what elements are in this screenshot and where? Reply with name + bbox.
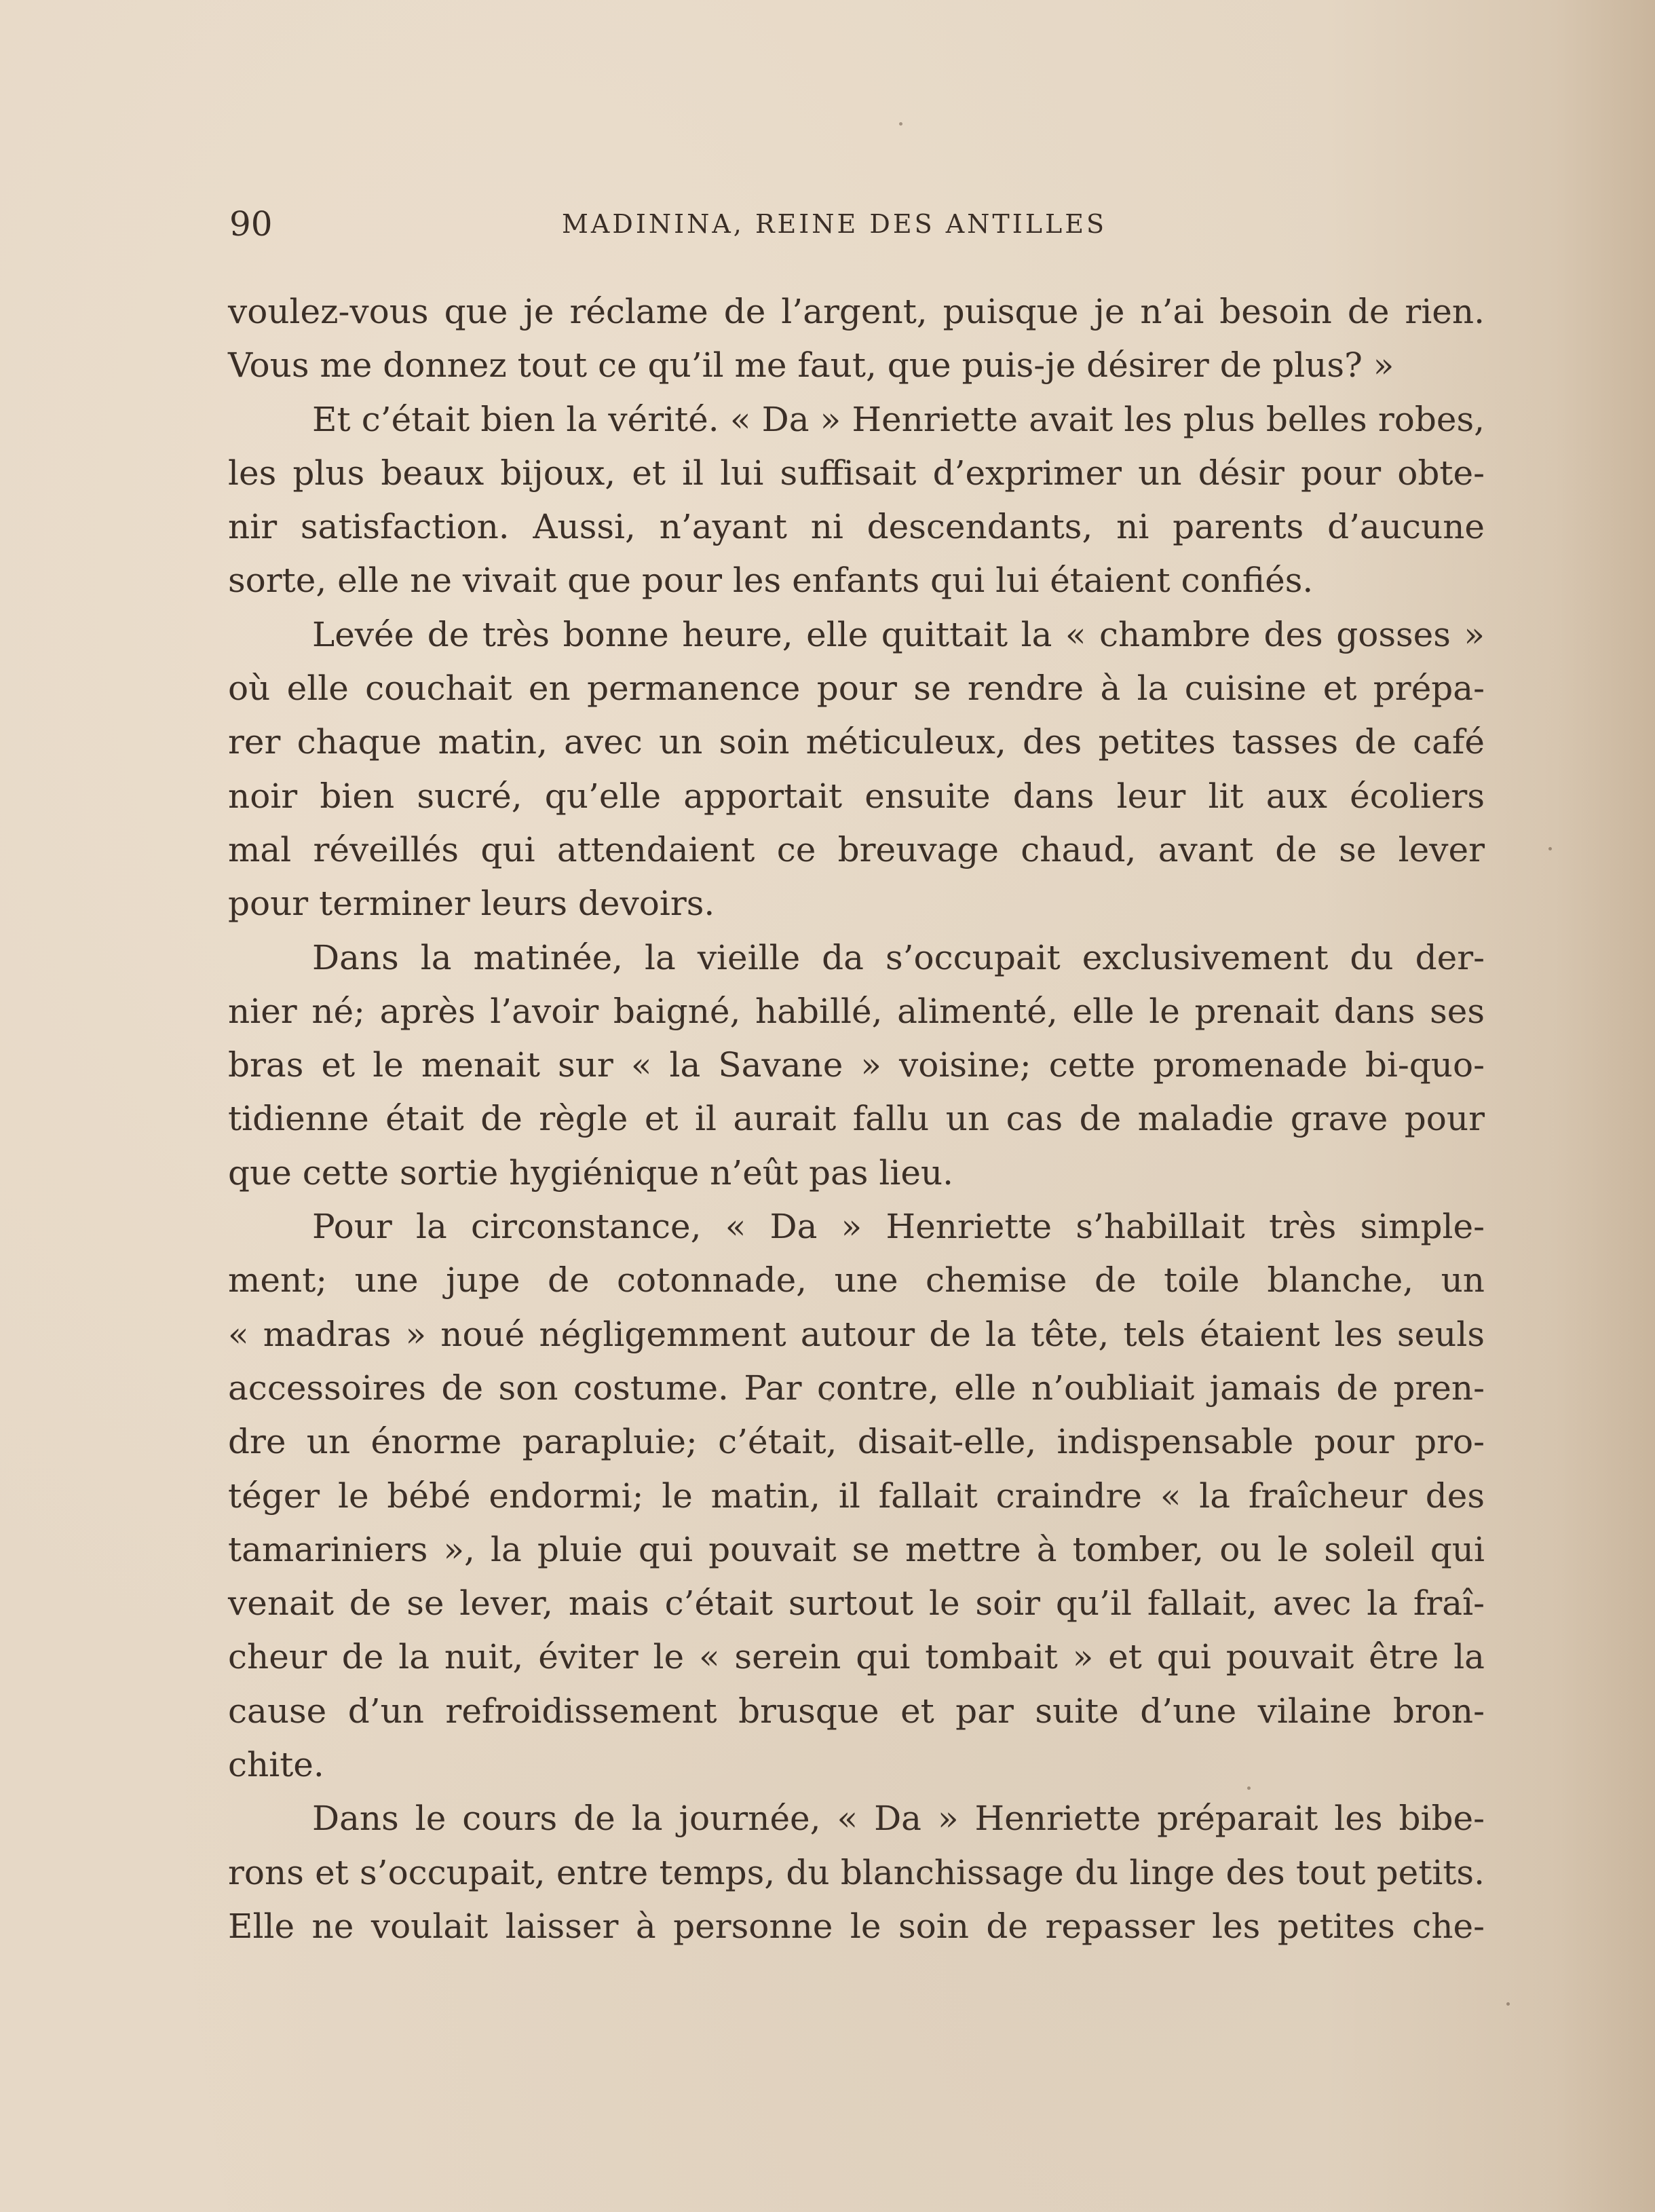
text-line: Levée de très bonne heure, elle quittait la « chambre des gosses » (312, 614, 1485, 654)
text-line: tamariniers », la pluie qui pouvait se mettre à tomber, ou le soleil qui (228, 1529, 1485, 1569)
text-line: Et c’était bien la vérité. « Da » Henriette avait les plus belles robes, (312, 399, 1485, 439)
paper-speck (899, 122, 902, 126)
text-line: Dans la matinée, la vieille da s’occupait exclusivement du der- (312, 937, 1485, 977)
text-line: Vous me donnez tout ce qu’il me faut, que puis-je désirer de plus? » (228, 345, 1394, 386)
paper-speck (1506, 2002, 1510, 2006)
text-line: voulez-vous que je réclame de l’argent, puisque je n’ai besoin de rien. (228, 292, 1485, 331)
text-line: sorte, elle ne vivait que pour les enfants qui lui étaient confiés. (228, 561, 1314, 601)
text-line: où elle couchait en permanence pour se rendre à la cuisine et prépa- (228, 669, 1485, 709)
text-line: que cette sortie hygiénique n’eût pas lieu. (228, 1152, 954, 1193)
page-header (229, 197, 1485, 251)
text-line: « madras » noué négligemment autour de la tête, tels étaient les seuls (228, 1314, 1485, 1354)
text-line: rons et s’occupait, entre temps, du blanchissage du linge des tout petits. (228, 1852, 1485, 1892)
text-line: Pour la circonstance, « Da » Henriette s’habillait très simple- (312, 1207, 1485, 1247)
text-line: bras et le menait sur « la Savane » voisine; cette promenade bi-quo- (228, 1045, 1485, 1085)
text-line: noir bien sucré, qu’elle apportait ensuite dans leur lit aux écoliers (228, 776, 1485, 816)
text-line: les plus beaux bijoux, et il lui suffisait d’exprimer un désir pour obte- (228, 453, 1485, 493)
text-line: mal réveillés qui attendaient ce breuvage chaud, avant de se lever (228, 829, 1485, 869)
paper-speck (828, 1398, 831, 1402)
text-line: rer chaque matin, avec un soin méticuleux, des petites tasses de café (228, 722, 1485, 762)
text-line: pour terminer leurs devoirs. (228, 884, 715, 924)
page-number: 90 (229, 204, 273, 244)
body-text (228, 285, 1485, 1953)
text-line: tidienne était de règle et il aurait fallu un cas de maladie grave pour (228, 1099, 1485, 1139)
text-line: Dans le cours de la journée, « Da » Henriette préparait les bibe- (312, 1799, 1485, 1839)
running-title: MADININA, REINE DES ANTILLES (562, 209, 1107, 239)
text-line: ment; une jupe de cotonnade, une chemise de toile blanche, un (228, 1260, 1485, 1300)
text-line: nir satisfaction. Aussi, n’ayant ni descendants, ni parents d’aucune (228, 507, 1485, 547)
paper-speck (1548, 847, 1552, 850)
text-line: dre un énorme parapluie; c’était, disait-elle, indispensable pour pro- (228, 1422, 1485, 1462)
text-line: Elle ne voulait laisser à personne le soin de repasser les petites che- (228, 1906, 1485, 1946)
text-line: chite. (228, 1745, 324, 1785)
text-line: cheur de la nuit, éviter le « serein qui tombait » et qui pouvait être la (228, 1637, 1485, 1677)
text-line: nier né; après l’avoir baigné, habillé, alimenté, elle le prenait dans ses (228, 991, 1485, 1031)
text-line: cause d’un refroidissement brusque et par suite d’une vilaine bron- (228, 1691, 1485, 1731)
paper-speck (1247, 1786, 1251, 1790)
text-line: accessoires de son costume. Par contre, elle n’oubliait jamais de pren- (228, 1368, 1485, 1408)
text-line: venait de se lever, mais c’était surtout le soir qu’il fallait, avec la fraî- (228, 1583, 1485, 1624)
text-line: téger le bébé endormi; le matin, il fallait craindre « la fraîcheur des (228, 1476, 1485, 1516)
